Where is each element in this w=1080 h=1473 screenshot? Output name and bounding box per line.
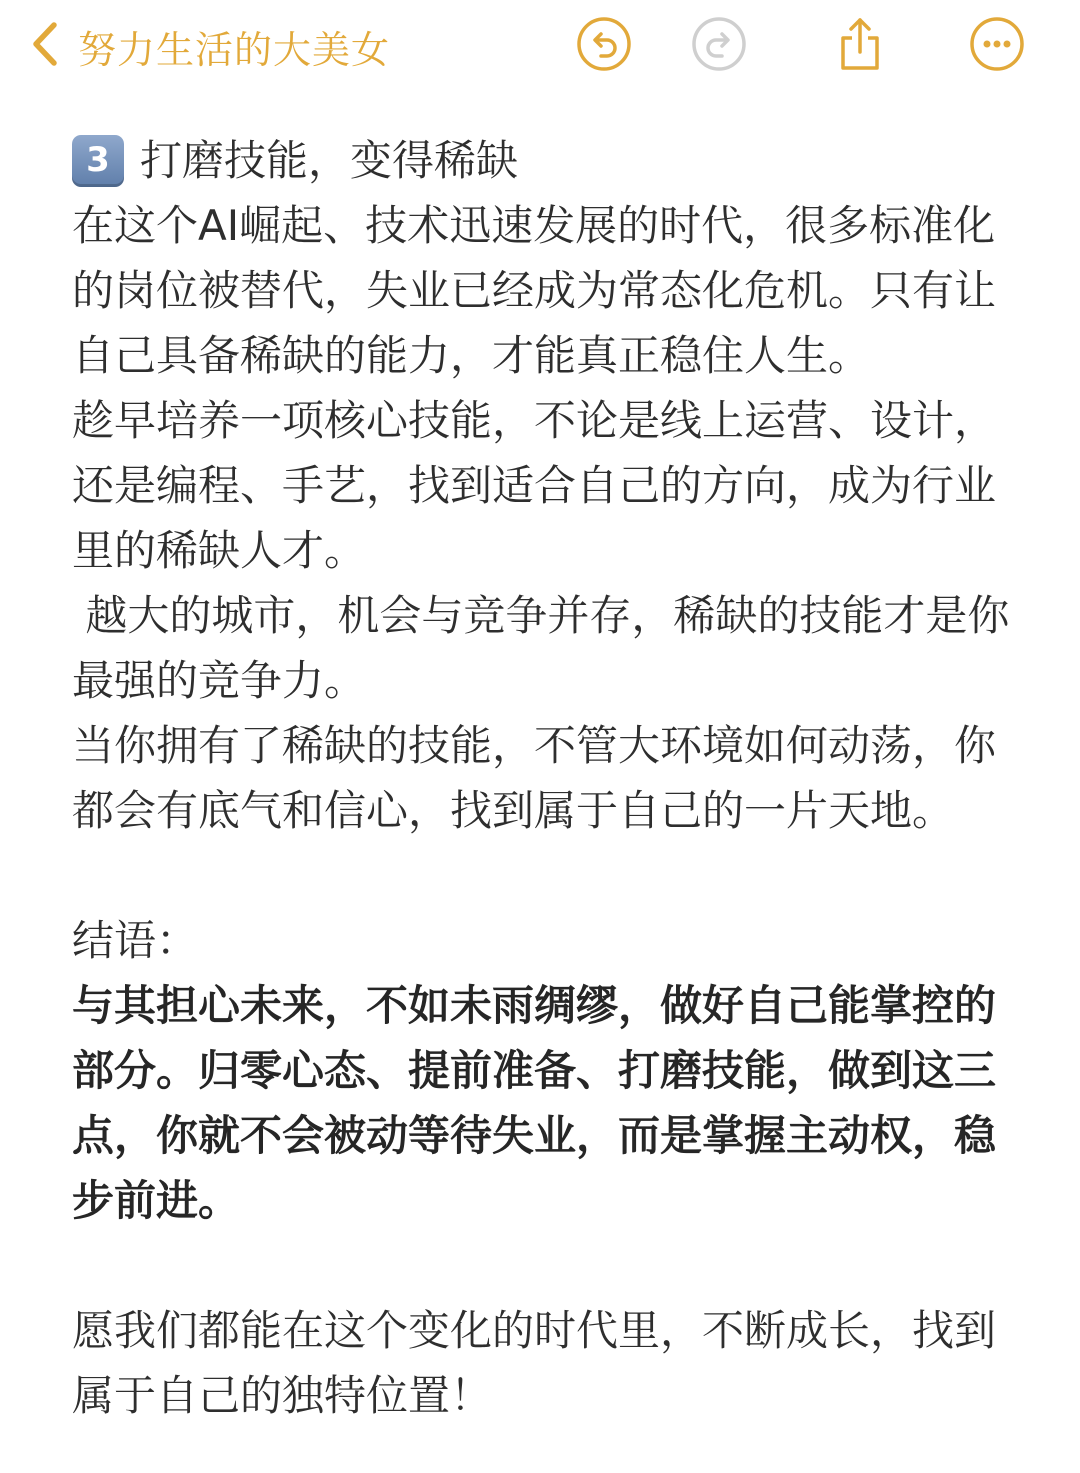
note-body[interactable] xyxy=(72,128,1032,1428)
paragraph-core-skill: 趁早培养一项核心技能，不论是线上运营、设计，还是编程、手艺，找到适合自己的方向，成为行业里的稀缺人才。 xyxy=(72,396,997,575)
paragraph-confidence: 当你拥有了稀缺的技能，不管大环境如何动荡，你都会有底气和信心，找到属于自己的一片天地。 xyxy=(72,721,997,835)
more-icon xyxy=(969,16,1025,76)
more-button[interactable] xyxy=(969,18,1025,74)
share-button[interactable] xyxy=(832,18,888,74)
conclusion-text: 与其担心未来，不如未雨绸缪，做好自己能掌控的部分。归零心态、提前准备、打磨技能，做到这三点，你就不会被动等待失业，而是掌握主动权，稳步前进。 xyxy=(72,981,997,1225)
section-heading xyxy=(72,128,1032,193)
blank-line xyxy=(72,843,1032,908)
paragraph-ai-era: 在这个AI崛起、技术迅速发展的时代，很多标准化的岗位被替代，失业已经成为常态化危机。只有让自己具备稀缺的能力，才能真正稳住人生。 xyxy=(72,201,997,380)
conclusion-label: 结语： xyxy=(72,916,199,965)
blank-line xyxy=(72,1233,1032,1298)
redo-icon xyxy=(691,16,747,76)
top-nav-bar xyxy=(0,0,1080,92)
chevron-left-icon xyxy=(28,19,62,73)
closing-line: 愿我们都能在这个变化的时代里，不断成长，找到属于自己的独特位置！ xyxy=(72,1306,997,1420)
back-label: 努力生活的大美女 xyxy=(78,27,391,72)
paragraph-big-city: 越大的城市，机会与竞争并存，稀缺的技能才是你最强的竞争力。 xyxy=(72,591,1010,705)
keycap-number-badge: 3 xyxy=(72,135,124,187)
undo-button[interactable] xyxy=(576,18,632,74)
back-button[interactable] xyxy=(28,18,390,74)
undo-icon xyxy=(576,16,632,76)
share-icon xyxy=(832,16,888,76)
redo-button[interactable] xyxy=(691,18,747,74)
section-title: 打磨技能，变得稀缺 xyxy=(140,136,519,185)
